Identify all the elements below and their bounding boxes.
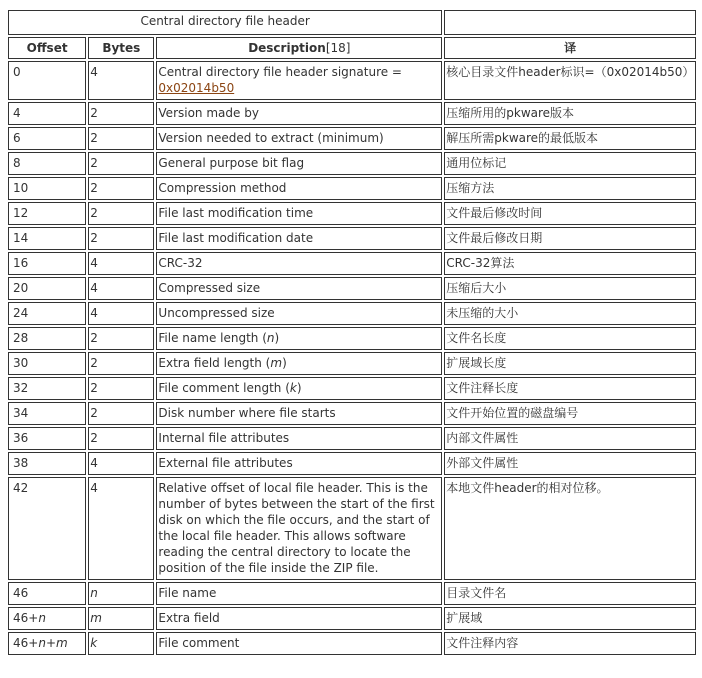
offset-value: 16 (13, 256, 29, 270)
translation-cell: 文件最后修改时间 (444, 202, 696, 225)
offset-prefix: 46+ (13, 611, 39, 625)
table-row (8, 377, 696, 400)
header-translation: 译 (444, 37, 696, 59)
bytes-cell: 2 (88, 102, 154, 125)
description-cell (156, 61, 442, 100)
description-text: Compressed size (158, 281, 261, 295)
description-text: General purpose bit flag (158, 156, 305, 170)
description-text: File comment (158, 636, 240, 650)
translation-cell: 压缩方法 (444, 177, 696, 200)
translation-cell: 本地文件header的相对位移。 (444, 477, 696, 580)
offset-cell (8, 352, 86, 375)
description-suffix: ) (274, 331, 280, 345)
offset-variable: n (38, 636, 46, 650)
description-cell (156, 127, 442, 150)
translation-cell: CRC-32算法 (444, 252, 696, 275)
description-text: File last modification time (158, 206, 314, 220)
table-row (8, 452, 696, 475)
table-row (8, 227, 696, 250)
bytes-cell: 2 (88, 177, 154, 200)
description-text: Version made by (158, 106, 259, 120)
header-description (156, 37, 442, 59)
description-cell (156, 102, 442, 125)
offset-cell (8, 607, 86, 630)
description-text: Extra field length ( (158, 356, 271, 370)
table-row (8, 632, 696, 655)
offset-value: 34 (13, 406, 29, 420)
description-variable: k (289, 381, 297, 395)
offset-cell (8, 102, 86, 125)
description-cell (156, 152, 442, 175)
description-text: CRC-32 (158, 256, 203, 270)
description-cell (156, 402, 442, 425)
offset-cell (8, 252, 86, 275)
description-cell (156, 252, 442, 275)
offset-cell (8, 127, 86, 150)
translation-cell: 扩展域 (444, 607, 696, 630)
offset-value: 12 (13, 206, 29, 220)
offset-value: 0 (13, 65, 21, 79)
offset-cell (8, 377, 86, 400)
bytes-cell: 2 (88, 152, 154, 175)
bytes-variable: n (90, 586, 98, 600)
bytes-variable: k (90, 636, 98, 650)
description-cell (156, 632, 442, 655)
header-bytes: Bytes (88, 37, 154, 59)
offset-cell (8, 227, 86, 250)
central-directory-table (6, 8, 698, 657)
table-caption: Central directory file header (8, 10, 442, 35)
table-row (8, 277, 696, 300)
bytes-cell: 2 (88, 327, 154, 350)
offset-value: 8 (13, 156, 21, 170)
offset-cell (8, 277, 86, 300)
description-text: Relative offset of local file header. This is the number of bytes between the start of the first disk on which the file occurs, and the start of the local file header. This allows software reading the central directory to locate the position of the file inside the ZIP file. (158, 481, 435, 575)
table-row (8, 352, 696, 375)
description-cell (156, 302, 442, 325)
bytes-cell: 2 (88, 127, 154, 150)
description-cell (156, 352, 442, 375)
bytes-cell (88, 582, 154, 605)
bytes-cell: 2 (88, 427, 154, 450)
bytes-cell: 4 (88, 61, 154, 100)
bytes-cell: 4 (88, 452, 154, 475)
bytes-cell: 4 (88, 252, 154, 275)
translation-cell: 文件注释内容 (444, 632, 696, 655)
bytes-cell: 2 (88, 377, 154, 400)
citation-link[interactable]: [18] (325, 41, 351, 55)
description-cell (156, 327, 442, 350)
translation-cell: 外部文件属性 (444, 452, 696, 475)
table-caption-right (444, 10, 696, 35)
description-suffix: ) (296, 381, 302, 395)
offset-value: 36 (13, 431, 29, 445)
offset-cell (8, 632, 86, 655)
table-row (8, 327, 696, 350)
bytes-cell (88, 607, 154, 630)
description-text: Version needed to extract (minimum) (158, 131, 384, 145)
description-text: Uncompressed size (158, 306, 275, 320)
offset-cell (8, 452, 86, 475)
description-suffix: ) (282, 356, 287, 370)
header-offset: Offset (8, 37, 86, 59)
description-cell (156, 607, 442, 630)
description-cell (156, 277, 442, 300)
table-row (8, 252, 696, 275)
offset-cell (8, 302, 86, 325)
description-variable: n (266, 331, 275, 345)
description-cell (156, 582, 442, 605)
translation-cell: 文件开始位置的磁盘编号 (444, 402, 696, 425)
description-text: File name (158, 586, 217, 600)
table-row (8, 202, 696, 225)
offset-operator: + (45, 636, 56, 650)
offset-value: 42 (13, 481, 29, 495)
description-text: File comment length ( (158, 381, 290, 395)
offset-variable-2: m (56, 636, 68, 650)
bytes-cell: 2 (88, 352, 154, 375)
table-row (8, 427, 696, 450)
translation-cell: 未压缩的大小 (444, 302, 696, 325)
table-row (8, 402, 696, 425)
description-cell (156, 477, 442, 580)
offset-cell (8, 327, 86, 350)
description-cell (156, 377, 442, 400)
bytes-cell: 2 (88, 227, 154, 250)
offset-value: 32 (13, 381, 29, 395)
description-variable: m (270, 356, 283, 370)
caption-row (8, 10, 696, 35)
description-text: Central directory file header signature = (158, 65, 402, 79)
offset-value: 30 (13, 356, 29, 370)
description-cell (156, 177, 442, 200)
translation-cell: 通用位标记 (444, 152, 696, 175)
offset-value: 20 (13, 281, 29, 295)
translation-cell: 扩展域长度 (444, 352, 696, 375)
offset-value: 6 (13, 131, 21, 145)
offset-value: 14 (13, 231, 29, 245)
translation-cell: 目录文件名 (444, 582, 696, 605)
table-row (8, 607, 696, 630)
description-cell (156, 427, 442, 450)
table-row (8, 102, 696, 125)
offset-cell (8, 427, 86, 450)
offset-value: 4 (13, 106, 21, 120)
translation-cell: 解压所需pkware的最低版本 (444, 127, 696, 150)
offset-variable: n (38, 611, 46, 625)
translation-cell: 文件最后修改日期 (444, 227, 696, 250)
offset-cell (8, 202, 86, 225)
description-text: File last modification date (158, 231, 314, 245)
translation-cell: 内部文件属性 (444, 427, 696, 450)
bytes-cell: 4 (88, 277, 154, 300)
offset-cell (8, 61, 86, 100)
table-row (8, 61, 696, 100)
offset-value: 24 (13, 306, 29, 320)
header-description-label: Description (248, 41, 326, 55)
table-row (8, 177, 696, 200)
translation-cell: 压缩后大小 (444, 277, 696, 300)
table-body (8, 61, 696, 655)
translation-cell: 文件注释长度 (444, 377, 696, 400)
offset-cell (8, 402, 86, 425)
description-cell (156, 202, 442, 225)
description-text: Disk number where file starts (158, 406, 336, 420)
signature-link[interactable]: 0x02014b50 (158, 81, 235, 95)
offset-cell (8, 177, 86, 200)
offset-cell (8, 477, 86, 580)
description-text: Compression method (158, 181, 287, 195)
bytes-cell (88, 632, 154, 655)
header-row (8, 37, 696, 59)
translation-cell: 文件名长度 (444, 327, 696, 350)
offset-cell (8, 152, 86, 175)
translation-cell: 压缩所用的pkware版本 (444, 102, 696, 125)
description-text: File name length ( (158, 331, 267, 345)
bytes-cell: 4 (88, 302, 154, 325)
offset-cell (8, 582, 86, 605)
translation-cell: 核心目录文件header标识=（0x02014b50） (444, 61, 696, 100)
offset-prefix: 46+ (13, 636, 39, 650)
bytes-cell: 2 (88, 402, 154, 425)
table-row (8, 477, 696, 580)
bytes-variable: m (90, 611, 102, 625)
description-text: Extra field (158, 611, 220, 625)
description-cell (156, 227, 442, 250)
description-cell (156, 452, 442, 475)
offset-value: 28 (13, 331, 29, 345)
bytes-cell: 2 (88, 202, 154, 225)
table-wrapper (6, 8, 698, 657)
table-row (8, 582, 696, 605)
offset-value: 46 (13, 586, 29, 600)
table-row (8, 152, 696, 175)
description-text: Internal file attributes (158, 431, 290, 445)
table-row (8, 127, 696, 150)
table-row (8, 302, 696, 325)
offset-value: 38 (13, 456, 29, 470)
bytes-cell: 4 (88, 477, 154, 580)
offset-value: 10 (13, 181, 29, 195)
description-text: External file attributes (158, 456, 293, 470)
